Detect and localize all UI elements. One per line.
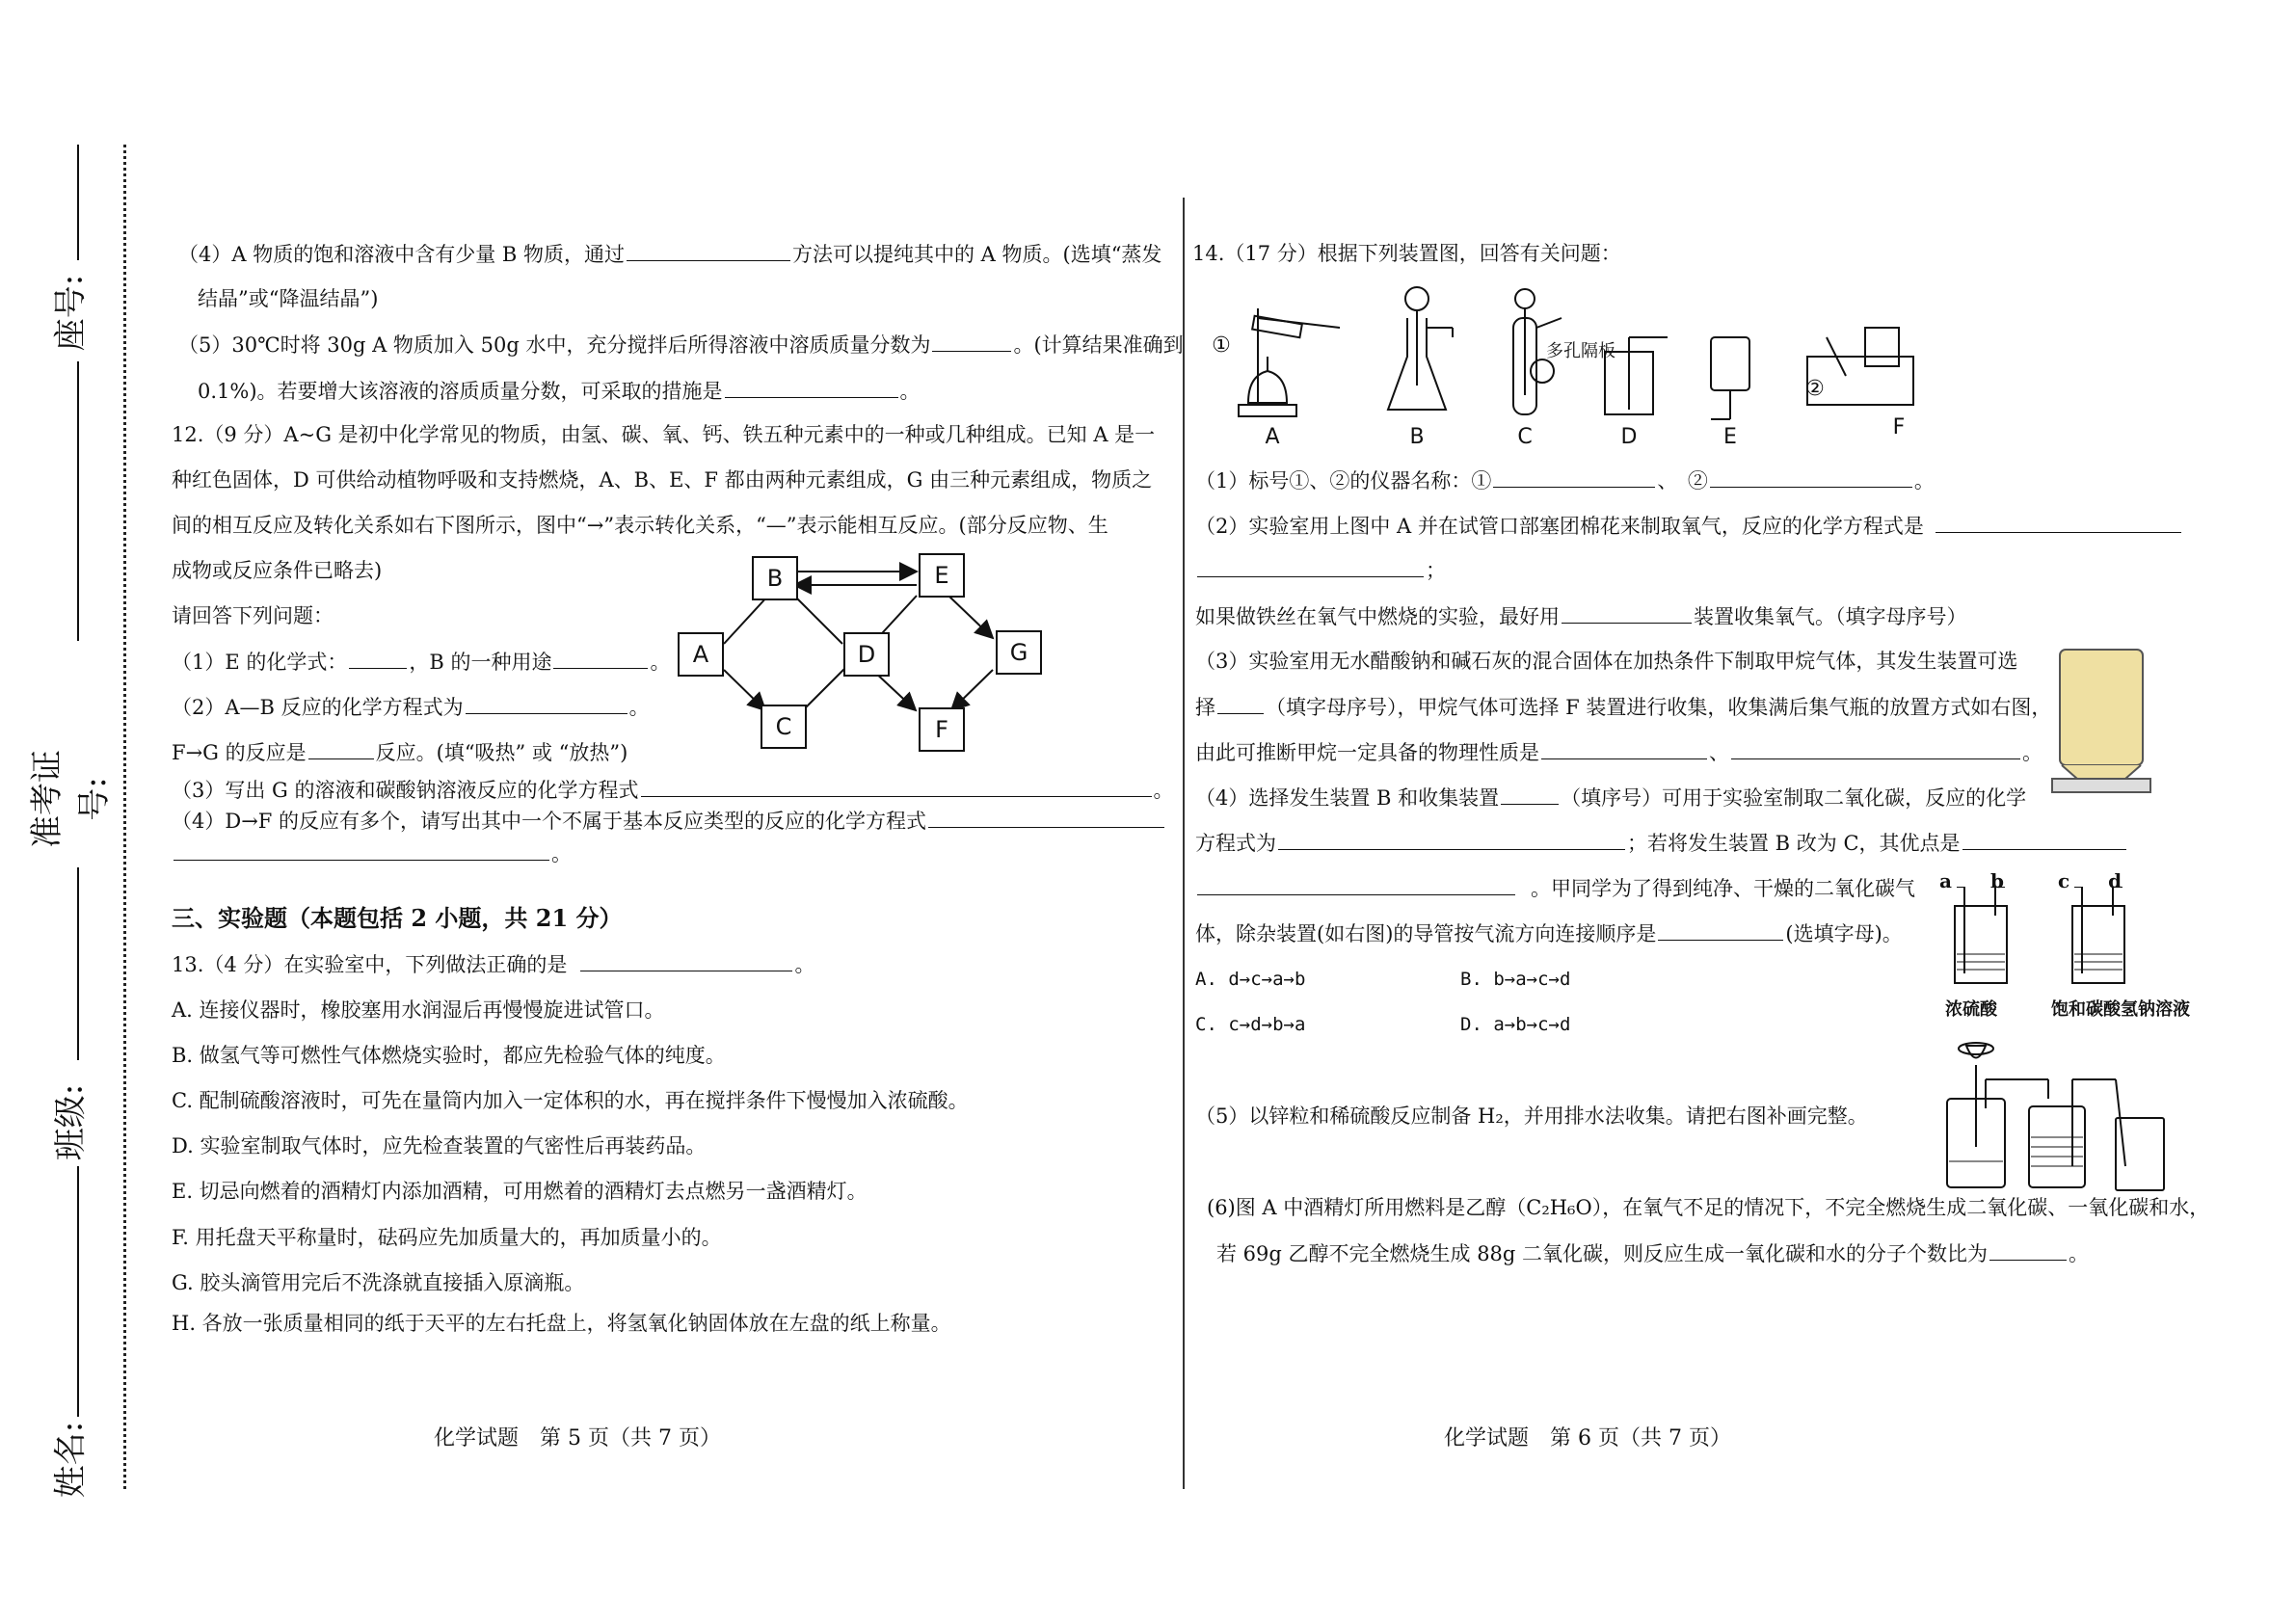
- inverted-gas-jar-figure: [2048, 646, 2154, 800]
- q12-fg-heat-blank[interactable]: [308, 739, 374, 759]
- q12-2: （2）A—B 反应的化学方程式为 。: [172, 696, 650, 719]
- apparatus-label-c: C: [1517, 425, 1533, 449]
- node-e: E: [934, 562, 949, 589]
- node-c: C: [775, 713, 792, 740]
- bottle-ab-label: a b: [1939, 869, 2004, 892]
- q14-option-b: B. b→a→c→d: [1460, 969, 1571, 990]
- q12-df-equation-blank-2[interactable]: [174, 840, 549, 861]
- bottle-sulfuric-acid-label: 浓硫酸: [1945, 999, 1997, 1020]
- q13-option-f: F. 用托盘天平称量时，砝码应先加质量大的，再加质量小的。: [172, 1226, 722, 1249]
- porous-plate-label: 多孔隔板: [1546, 341, 1615, 361]
- q13-option-b: B. 做氢气等可燃性气体燃烧实验时，都应先检验气体的纯度。: [172, 1044, 726, 1067]
- q13-stem: 13.（4 分）在实验室中，下列做法正确的是 。: [172, 953, 815, 976]
- node-g: G: [1009, 639, 1028, 666]
- q11-5-measure-blank[interactable]: [725, 378, 898, 398]
- hydrogen-setup-figure: [1933, 1041, 2174, 1195]
- binding-rule-class: [77, 1166, 79, 1417]
- section-3-title: 三、实验题（本题包括 2 小题，共 21 分）: [172, 904, 623, 932]
- page-divider: [1183, 198, 1185, 1489]
- q11-4-answer-blank[interactable]: [627, 241, 790, 261]
- q12-line4: 成物或反应条件已略去): [172, 559, 383, 582]
- exam-number-label: 准考证号:: [28, 750, 114, 848]
- q14-iron-collector-blank[interactable]: [1562, 603, 1692, 624]
- q14-ratio-blank[interactable]: [1989, 1240, 2067, 1261]
- q14-3-line3: 由此可推断甲烷一定具备的物理性质是 、 。: [1195, 741, 2042, 764]
- q12-4-cont: 。: [172, 840, 572, 866]
- q14-c-advantage-blank-1[interactable]: [1962, 830, 2126, 850]
- q14-4-line4: 体，除杂装置(如右图)的导管按气流方向连接顺序是 (选填字母)。: [1195, 922, 1903, 945]
- q12-ask: 请回答下列问题：: [172, 604, 334, 627]
- q13-option-d: D. 实验室制取气体时，应先检查装置的气密性后再装药品。: [172, 1134, 707, 1157]
- q14-6-line1: (6)图 A 中酒精灯所用燃料是乙醇（C₂H₆O），在氧气不足的情况下，不完全燃烧生成二氧化碳、一氧化碳和水，: [1207, 1196, 2210, 1219]
- q14-tube-order-blank[interactable]: [1658, 920, 1783, 941]
- node-d: D: [857, 641, 876, 668]
- node-b: B: [766, 565, 784, 592]
- node-f: F: [935, 716, 948, 743]
- q14-5: （5）以锌粒和稀硫酸反应制备 H₂，并用排水法收集。请把右图补画完整。: [1195, 1104, 1868, 1128]
- bottle-cd-label: c d: [2058, 869, 2122, 892]
- q13-option-c: C. 配制硫酸溶液时，可先在量筒内加入一定体积的水，再在搅拌条件下慢慢加入浓硫酸。: [172, 1089, 969, 1112]
- q12-g-equation-blank[interactable]: [641, 777, 1152, 797]
- q11-4-line1: （4）A 物质的饱和溶液中含有少量 B 物质，通过 方法可以提纯其中的 A 物质。(选填“蒸发: [178, 243, 1162, 266]
- q14-c-advantage-blank-2[interactable]: [1197, 875, 1515, 895]
- apparatus-label-f: F: [1892, 415, 1906, 439]
- seat-label: 座号:: [51, 274, 91, 352]
- q14-co2-equation-blank[interactable]: [1278, 830, 1625, 850]
- binding-rule-exam: [77, 867, 79, 1060]
- q12-df-equation-blank-1[interactable]: [928, 808, 1164, 828]
- q14-instrument2-blank[interactable]: [1710, 467, 1912, 488]
- q13-option-e: E. 切忌向燃着的酒精灯内添加酒精，可用燃着的酒精灯去点燃另一盏酒精灯。: [172, 1180, 868, 1203]
- apparatus-label-a: A: [1265, 425, 1280, 449]
- q11-5-percent-blank[interactable]: [932, 332, 1011, 352]
- q12-line2: 种红色固体，D 可供给动植物呼吸和支持燃烧，A、B、E、F 都由两种元素组成，G 由三种元素组成，物质之: [172, 468, 1153, 492]
- q13-option-a: A. 连接仪器时，橡胶塞用水润湿后再慢慢旋进试管口。: [172, 998, 665, 1022]
- q11-5-line2: 0.1%)。若要增大该溶液的溶质质量分数，可采取的措施是 。: [198, 380, 921, 403]
- q14-option-d: D. a→b→c→d: [1460, 1014, 1571, 1035]
- q14-4-line2: 方程式为 ；若将发生装置 B 改为 C，其优点是: [1195, 830, 2128, 856]
- q14-option-c: C. c→d→b→a: [1195, 1014, 1306, 1035]
- marker-2: ②: [1805, 377, 1825, 401]
- apparatus-figure: [1200, 279, 1942, 453]
- q14-option-a: A. d→c→a→b: [1195, 969, 1306, 990]
- q12-4: （4）D→F 的反应有多个，请写出其中一个不属于基本反应类型的反应的化学方程式: [172, 808, 1166, 834]
- q14-4-line1: （4）选择发生装置 B 和收集装置 （填序号）可用于实验室制取二氧化碳，反应的化学: [1195, 786, 2027, 810]
- q14-methane-property1-blank[interactable]: [1541, 739, 1707, 759]
- q12-line3: 间的相互反应及转化关系如右下图所示，图中“→”表示转化关系，“—”表示能相互反应。(部分反应物、生: [172, 514, 1108, 537]
- marker-1: ①: [1212, 333, 1231, 358]
- relation-diagram: [675, 549, 1060, 766]
- q14-6-line2: 若 69g 乙醇不完全燃烧生成 88g 二氧化碳，则反应生成一氧化碳和水的分子个数比为 。: [1216, 1242, 2090, 1265]
- q12-ab-equation-blank[interactable]: [466, 694, 627, 714]
- q12-1: （1）E 的化学式： ，B 的一种用途 。: [172, 651, 671, 674]
- q14-co2-collector-blank[interactable]: [1501, 785, 1559, 805]
- binding-dashed-line: [123, 145, 126, 1489]
- apparatus-label-d: D: [1620, 425, 1638, 449]
- q14-2-iron: 如果做铁丝在氧气中燃烧的实验，最好用 装置收集氧气。（填字母序号）: [1195, 605, 1967, 628]
- binding-rule-top: [77, 145, 79, 260]
- right-page-footer: 化学试题 第 6 页（共 7 页）: [1444, 1426, 1731, 1450]
- q14-instrument1-blank[interactable]: [1493, 467, 1655, 488]
- q12-b-use-blank[interactable]: [553, 649, 648, 669]
- q14-1: （1）标号①、②的仪器名称：① 、 ② 。: [1195, 469, 1935, 492]
- name-label: 姓名:: [51, 1421, 91, 1499]
- q13-option-h: H. 各放一张质量相同的纸于天平的左右托盘上，将氢氧化钠固体放在左盘的纸上称量。: [172, 1312, 951, 1335]
- q14-stem: 14.（17 分）根据下列装置图，回答有关问题：: [1192, 242, 1621, 265]
- q14-3-line2: 择 （填字母序号），甲烷气体可选择 F 装置进行收集，收集满后集气瓶的放置方式如右图，: [1195, 696, 2052, 719]
- q14-methane-property2-blank[interactable]: [1731, 739, 2020, 759]
- apparatus-label-e: E: [1723, 425, 1737, 449]
- q11-4-line2: 结晶”或“降温结晶”): [198, 287, 379, 310]
- q12-fg: F→G 的反应是 反应。(填“吸热” 或 “放热”): [172, 741, 628, 764]
- q11-5-line1: （5）30℃时将 30g A 物质加入 50g 水中，充分搅拌后所得溶液中溶质质量分数为 。(计算结果准确到: [178, 333, 1184, 357]
- q14-4-line3: 。甲同学为了得到纯净、干燥的二氧化碳气: [1195, 875, 1915, 901]
- class-label: 班级:: [51, 1083, 91, 1161]
- q14-oxygen-equation-blank-2[interactable]: [1197, 557, 1424, 577]
- q14-3-line1: （3）实验室用无水醋酸钠和碱石灰的混合固体在加热条件下制取甲烷气体，其发生装置可选: [1195, 650, 2018, 673]
- node-a: A: [692, 641, 709, 668]
- q12-e-formula-blank[interactable]: [349, 649, 407, 669]
- q12-line1: 12.（9 分）A~G 是初中化学常见的物质，由氢、碳、氧、钙、铁五种元素中的一种或几种组成。已知 A 是一: [172, 423, 1156, 446]
- bottle-bicarbonate-label: 饱和碳酸氢钠溶液: [2051, 999, 2190, 1020]
- q14-2-cont: ；: [1195, 557, 1446, 583]
- left-page-footer: 化学试题 第 5 页（共 7 页）: [434, 1426, 721, 1450]
- q14-2: （2）实验室用上图中 A 并在试管口部塞团棉花来制取氧气，反应的化学方程式是: [1195, 513, 2183, 539]
- washing-bottles-figure: [1937, 887, 2169, 993]
- q13-answer-blank[interactable]: [580, 951, 792, 971]
- q14-methane-generator-blank[interactable]: [1217, 694, 1264, 714]
- q13-option-g: G. 胶头滴管用完后不洗涤就直接插入原滴瓶。: [172, 1271, 585, 1294]
- binding-rule-seat: [77, 361, 79, 641]
- q12-3: （3）写出 G 的溶液和碳酸钠溶液反应的化学方程式 。: [172, 779, 1174, 802]
- apparatus-label-b: B: [1409, 425, 1425, 449]
- q14-oxygen-equation-blank-1[interactable]: [1936, 513, 2181, 533]
